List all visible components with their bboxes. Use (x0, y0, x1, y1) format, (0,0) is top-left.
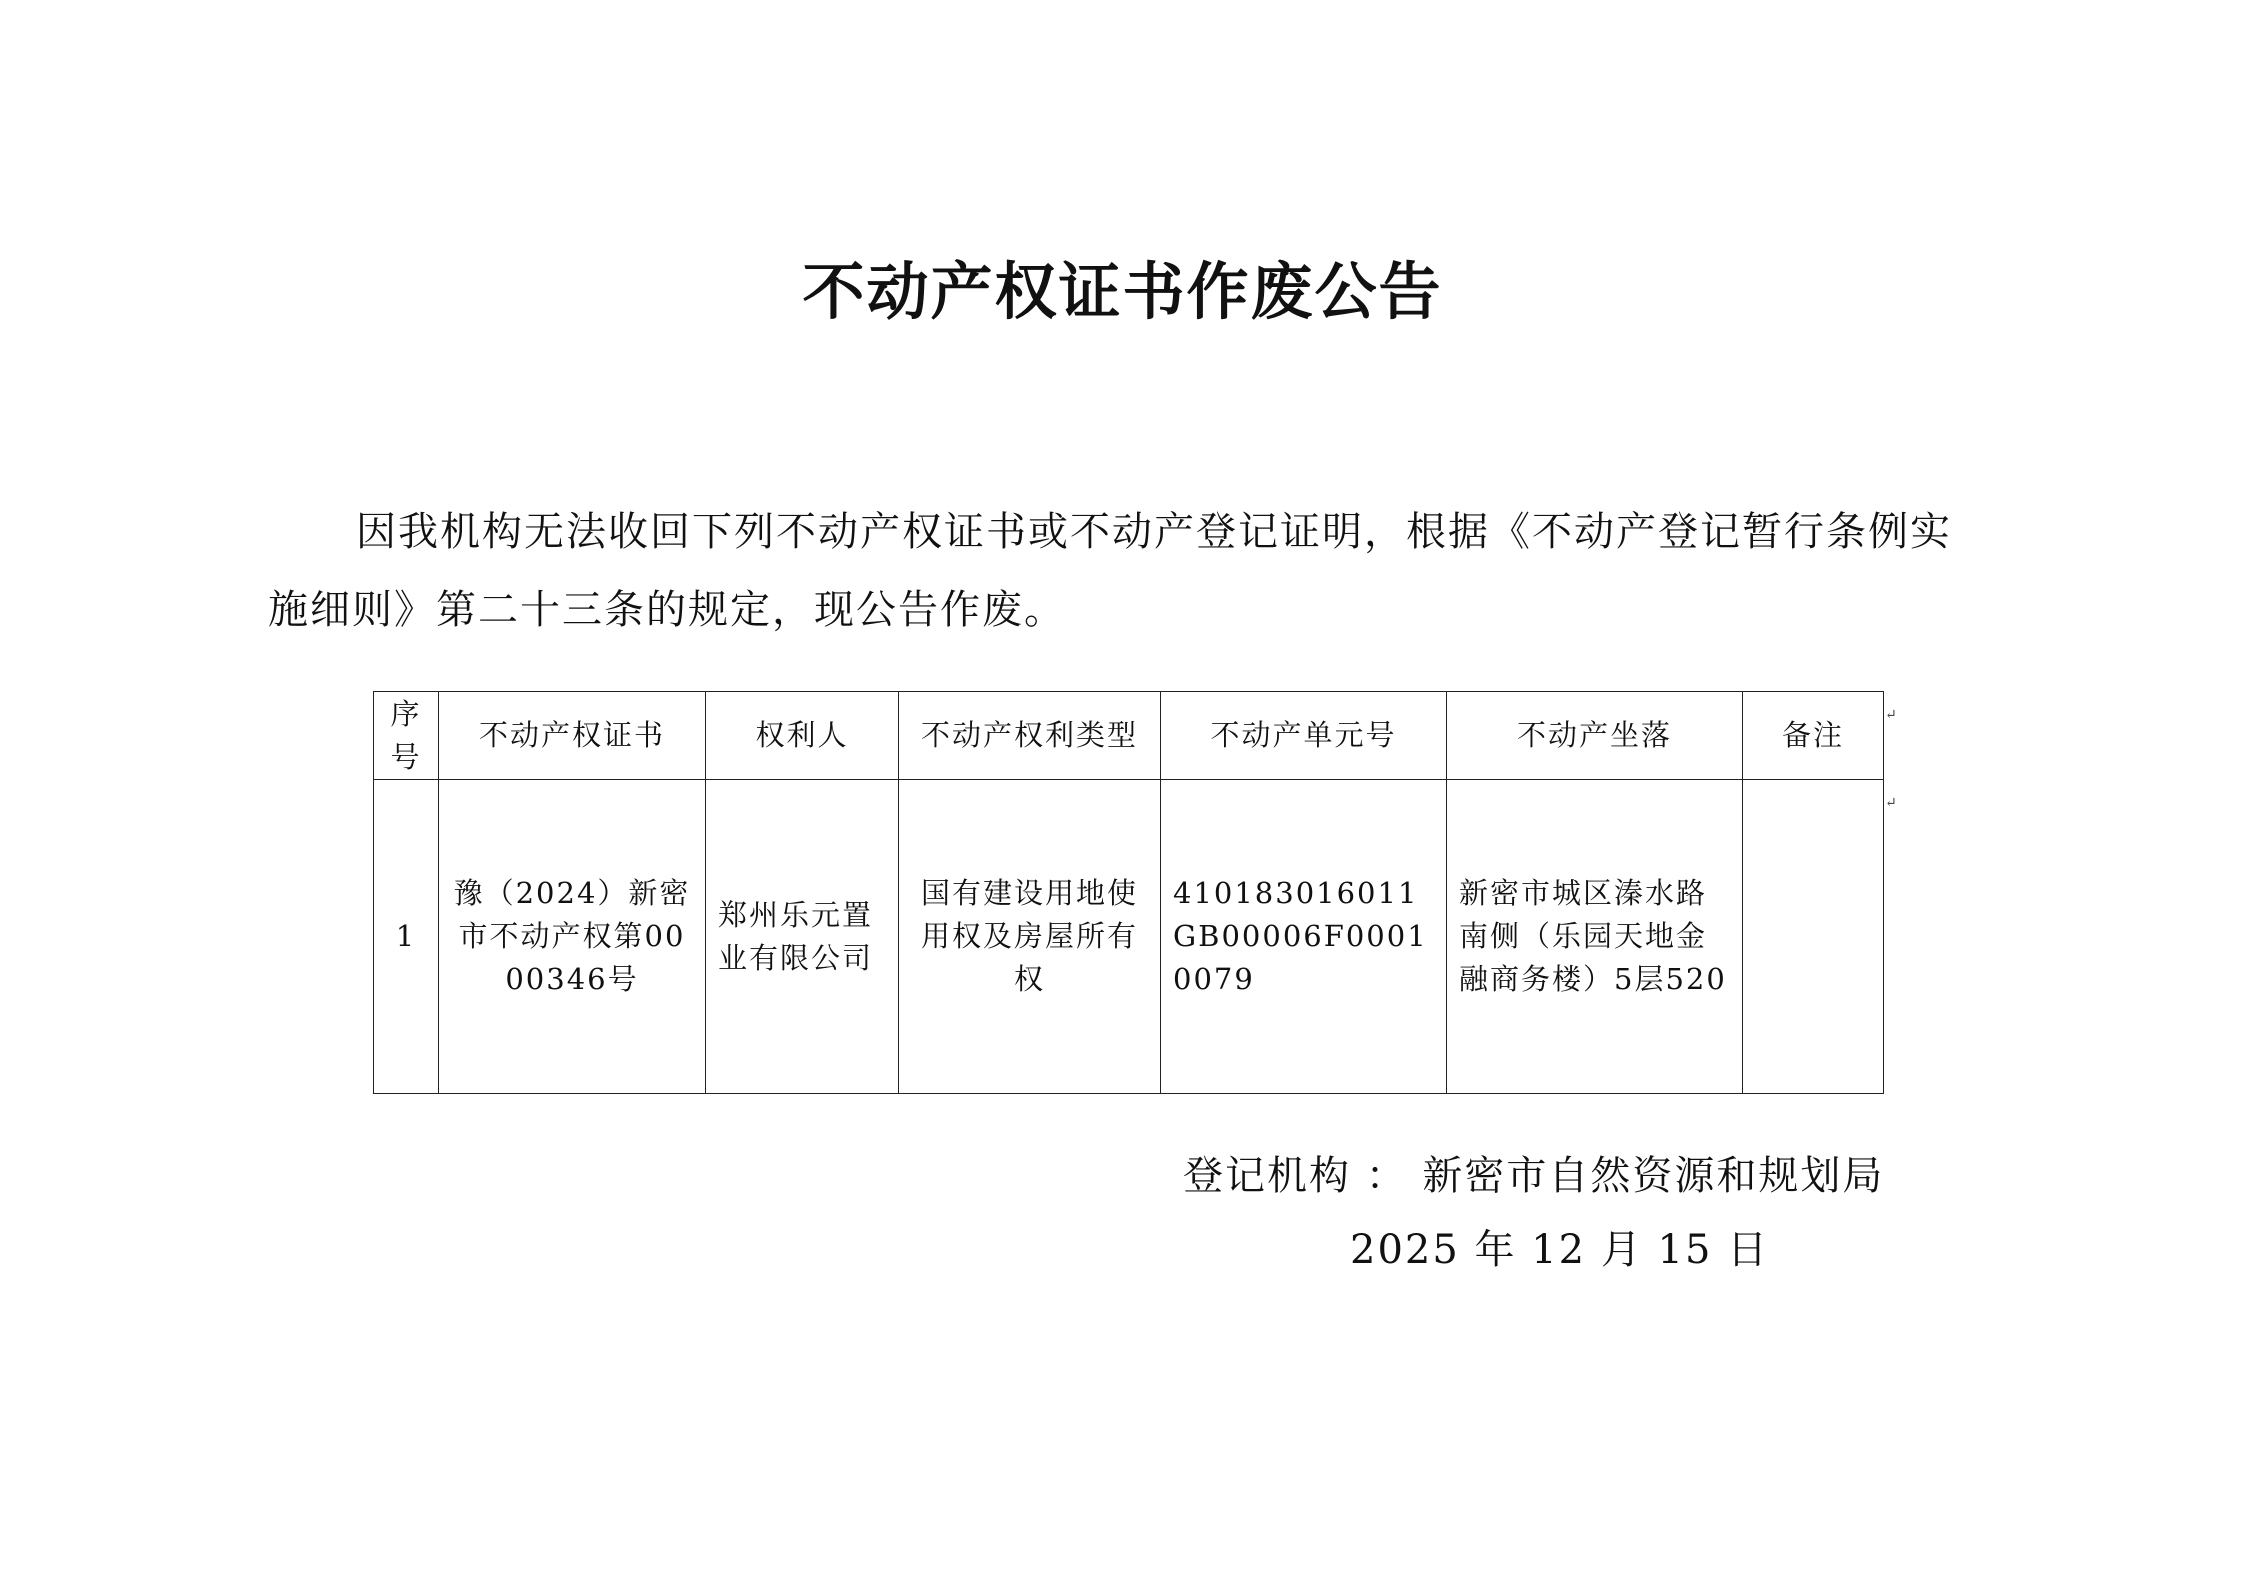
table-row (374, 780, 1884, 1094)
notice-date: 2025 年 12 月 15 日 (1350, 1227, 1770, 1273)
cell-remark (1743, 780, 1884, 1094)
header-owner: 权利人 (706, 692, 899, 780)
header-location: 不动产坐落 (1447, 692, 1743, 780)
cell-certificate: 豫（2024）新密市不动产权第0000346号 (439, 780, 706, 1094)
header-right-type: 不动产权利类型 (899, 692, 1161, 780)
notice-title: 不动产权证书作废公告 (802, 255, 1443, 328)
header-seq: 序号 (374, 692, 439, 780)
header-remark: 备注 (1743, 692, 1884, 780)
registration-authority: 登记机构 ： 新密市自然资源和规划局 (1183, 1153, 1885, 1199)
cell-owner: 郑州乐元置业有限公司 (706, 780, 899, 1094)
notice-body: 因我机构无法收回下列不动产权证书或不动产登记证明，根据《不动产登记暂行条例实施细则》第二十三条的规定，现公告作废。 (268, 509, 1952, 633)
table-header-row (374, 692, 1884, 780)
header-unit-no: 不动产单元号 (1161, 692, 1447, 780)
cell-right-type: 国有建设用地使用权及房屋所有权 (899, 780, 1161, 1094)
paragraph-mark-icon: ↵ (1885, 707, 1897, 723)
cell-seq: 1 (374, 780, 439, 1094)
cell-location: 新密市城区溱水路南侧（乐园天地金融商务楼）5层520 (1447, 780, 1743, 1094)
paragraph-mark-icon: ↵ (1885, 795, 1897, 811)
certificate-table (373, 691, 1884, 1094)
header-certificate: 不动产权证书 (439, 692, 706, 780)
cell-unit-no: 410183016011GB00006F00010079 (1161, 780, 1447, 1094)
